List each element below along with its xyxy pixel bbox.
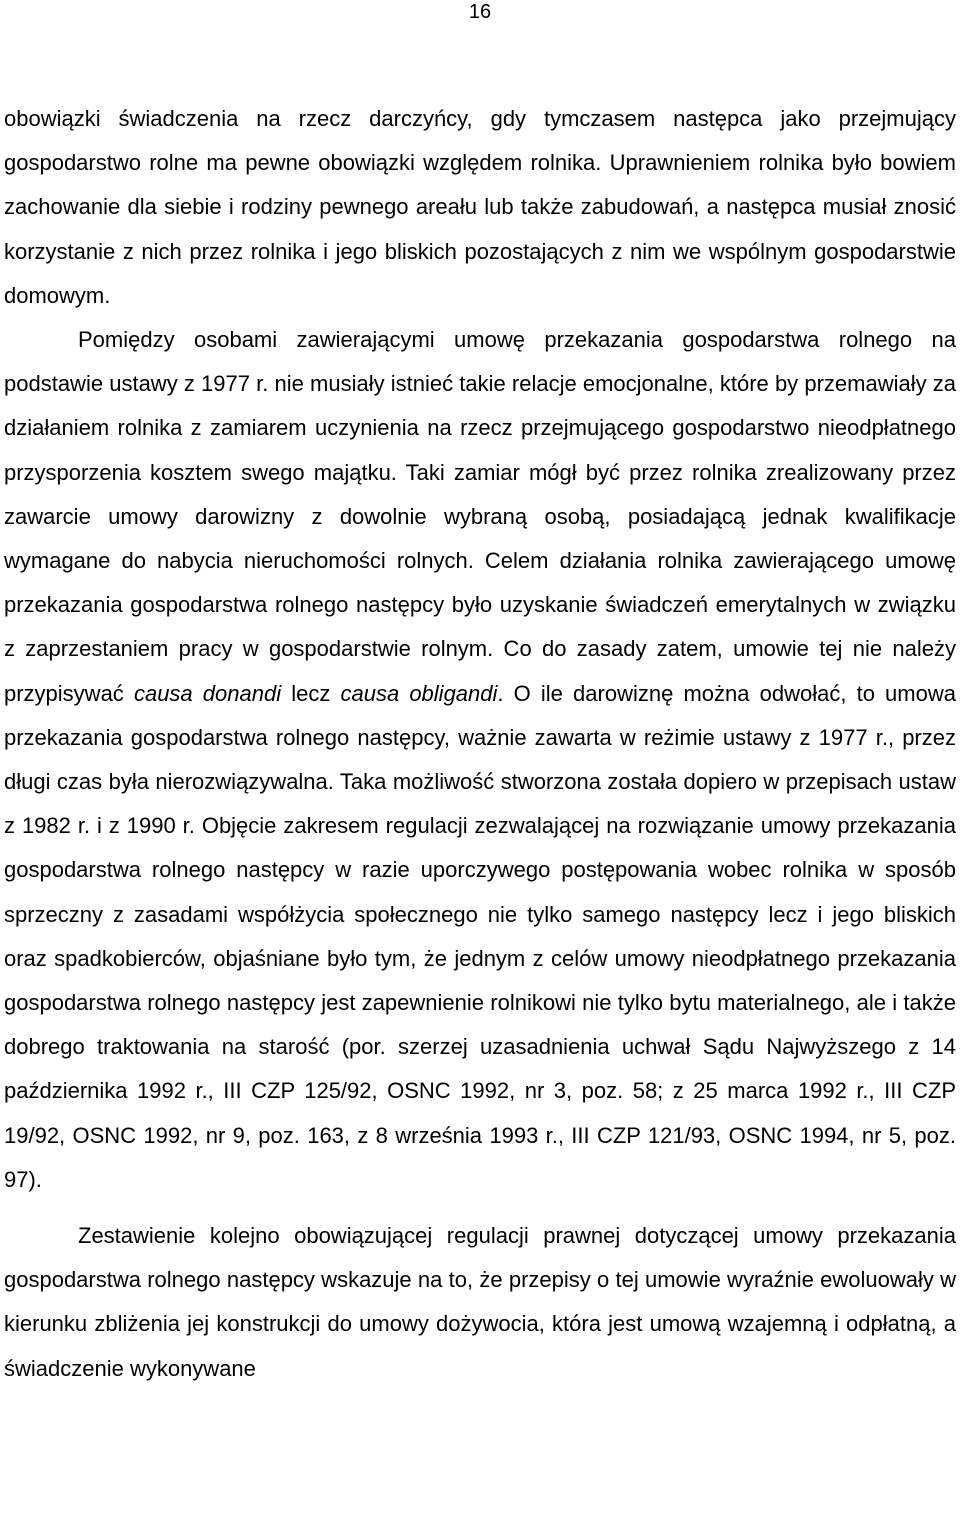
latin-term-causa-donandi: causa donandi	[133, 680, 282, 706]
text-segment: . O ile darowiznę można odwołać, to umowa przekazania gospodarstwa rolnego następcy, ważnie zawarta w reżimie ustawy z 1977 r., przez długi czas była nierozwiązywalna. Taka możliwość stworzona została dopiero w przepisach ustaw z 1982 r. i z 1990 r. Objęcie zakresem regulacji zezwalającej na rozwiązanie umowy przekazania gospodarstwa rolnego następcy w razie uporczywego postępowania wobec rolnika w sposób sprzeczny z zasadami współżycia społecznego nie tylko samego następcy lecz i jego bliskich oraz spadkobierców, objaśniane było tym, że jednym z celów umowy nieodpłatnego przekazania gospodarstwa rolnego następcy jest zapewnienie rolnikowi nie tylko bytu materialnego, ale i także dobrego traktowania na starość (por. szerzej uzasadnienia uchwał Sądu Najwyższego z 14 października 1992 r., III CZP 125/92, OSNC 1992, nr 3, poz. 58; z 25 marca 1992 r., III CZP 19/92, OSNC 1992, nr 9, poz. 163, z 8 września 1993 r., III CZP 121/93, OSNC 1994, nr 5, poz. 97).	[4, 680, 956, 1192]
paragraph-1	[4, 97, 956, 318]
text-segment: Zestawienie kolejno obowiązującej regulacji prawnej dotyczącej umowy przekazania gospodarstwa rolnego następcy wskazuje na to, że przepisy o tej umowie wyraźnie ewoluowały w kierunku zbliżenia jej konstrukcji do umowy dożywocia, która jest umową wzajemną i odpłatną, a świadczenie wykonywane	[4, 1223, 956, 1381]
text-segment: lecz	[281, 680, 341, 706]
latin-term-causa-obligandi: causa obligandi	[340, 680, 498, 706]
paragraph-3	[4, 1214, 956, 1391]
text-segment: obowiązki świadczenia na rzecz darczyńcy, gdy tymczasem następca jako przejmujący gospodarstwo rolne ma pewne obowiązki względem rolnika. Uprawnieniem rolnika było bowiem zachowanie dla siebie i rodziny pewnego areału lub także zabudowań, a następca musiał znosić korzystanie z nich przez rolnika i jego bliskich pozostających z nim we wspólnym gospodarstwie domowym.	[4, 106, 956, 308]
page-number: 16	[468, 1, 492, 23]
body-text	[4, 97, 956, 1391]
paragraph-2	[4, 318, 956, 1202]
text-segment: Pomiędzy osobami zawierającymi umowę przekazania gospodarstwa rolnego na podstawie ustawy z 1977 r. nie musiały istnieć takie relacje emocjonalne, które by przemawiały za działaniem rolnika z zamiarem uczynienia na rzecz przejmującego gospodarstwo nieodpłatnego przysporzenia kosztem swego majątku. Taki zamiar mógł być przez rolnika zrealizowany przez zawarcie umowy darowizny z dowolnie wybraną osobą, posiadającą jednak kwalifikacje wymagane do nabycia nieruchomości rolnych. Celem działania rolnika zawierającego umowę przekazania gospodarstwa rolnego następcy było uzyskanie świadczeń emerytalnych w związku z zaprzestaniem pracy w gospodarstwie rolnym. Co do zasady zatem, umowie tej nie należy przypisywać	[4, 327, 956, 706]
